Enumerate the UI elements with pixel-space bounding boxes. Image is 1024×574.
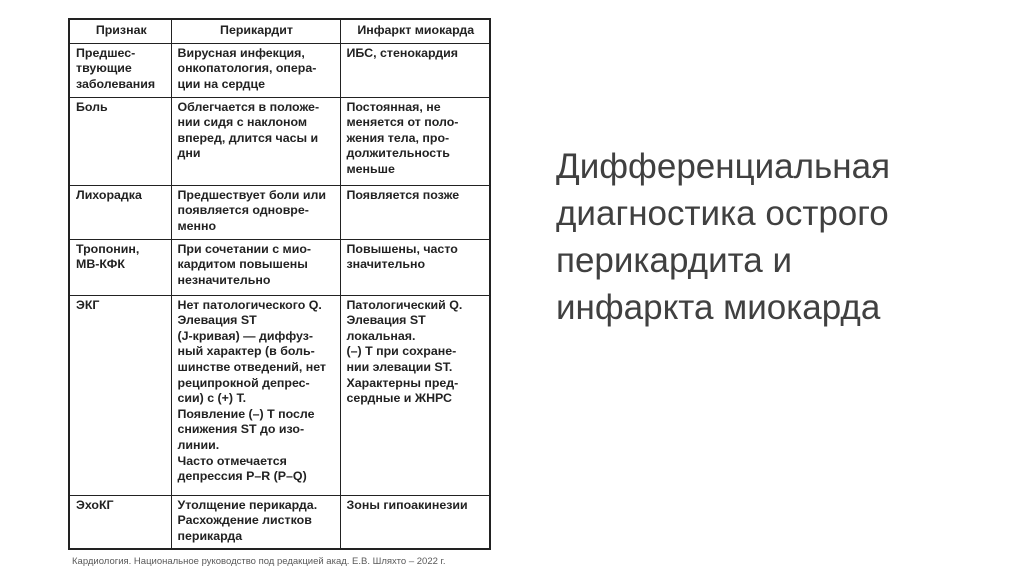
infarction-cell: Появляется позже	[340, 185, 490, 239]
pericarditis-cell: Облегчается в положе- нии сидя с наклоном вперед, длится часы и дни	[171, 97, 340, 185]
pericarditis-cell: При сочетании с мио- кардитом повышены незначительно	[171, 239, 340, 295]
table-row	[69, 495, 490, 549]
feature-cell: Предшес- твующие заболевания	[69, 43, 171, 97]
pericarditis-cell: Нет патологического Q. Элевация ST (J-кривая) — диффуз- ный характер (в боль- шинстве отведений, нет реципрокной депрес- сии) с (+) T. Появление (–) T после снижения ST до изо- линии. Часто отмечается депрессия P–R (P–Q)	[171, 295, 340, 495]
infarction-cell: Повышены, часто значительно	[340, 239, 490, 295]
table-row	[69, 43, 490, 97]
slide-title: Дифференциальная диагностика острого перикардита и инфаркта миокарда	[556, 147, 891, 327]
source-citation: Кардиология. Национальное руководство под редакцией акад. Е.В. Шляхто – 2022 г.	[72, 556, 446, 567]
feature-cell: Лихорадка	[69, 185, 171, 239]
table-row	[69, 239, 490, 295]
header-pericarditis: Перикардит	[171, 19, 340, 43]
pericarditis-cell: Утолщение перикарда. Расхождение листков перикарда	[171, 495, 340, 549]
table-row	[69, 295, 490, 495]
infarction-cell: Патологический Q. Элевация ST локальная. (–) Т при сохране- нии элевации ST. Характерны пред- сердные и ЖНРС	[340, 295, 490, 495]
infarction-cell: Зоны гипоакинезии	[340, 495, 490, 549]
table-header-row	[69, 19, 490, 43]
header-feature: Признак	[69, 19, 171, 43]
infarction-cell: ИБС, стенокардия	[340, 43, 490, 97]
infarction-cell: Постоянная, не меняется от поло- жения тела, про- должительность меньше	[340, 97, 490, 185]
table-row	[69, 97, 490, 185]
differential-diagnosis-table	[68, 18, 491, 550]
pericarditis-cell: Вирусная инфекция, онкопатология, опера- ции на сердце	[171, 43, 340, 97]
feature-cell: Тропонин, МВ-КФК	[69, 239, 171, 295]
feature-cell: ЭКГ	[69, 295, 171, 495]
header-myocardial-infarction: Инфаркт миокарда	[340, 19, 490, 43]
feature-cell: ЭхоКГ	[69, 495, 171, 549]
table-row	[69, 185, 490, 239]
pericarditis-cell: Предшествует боли или появляется одновре- менно	[171, 185, 340, 239]
feature-cell: Боль	[69, 97, 171, 185]
